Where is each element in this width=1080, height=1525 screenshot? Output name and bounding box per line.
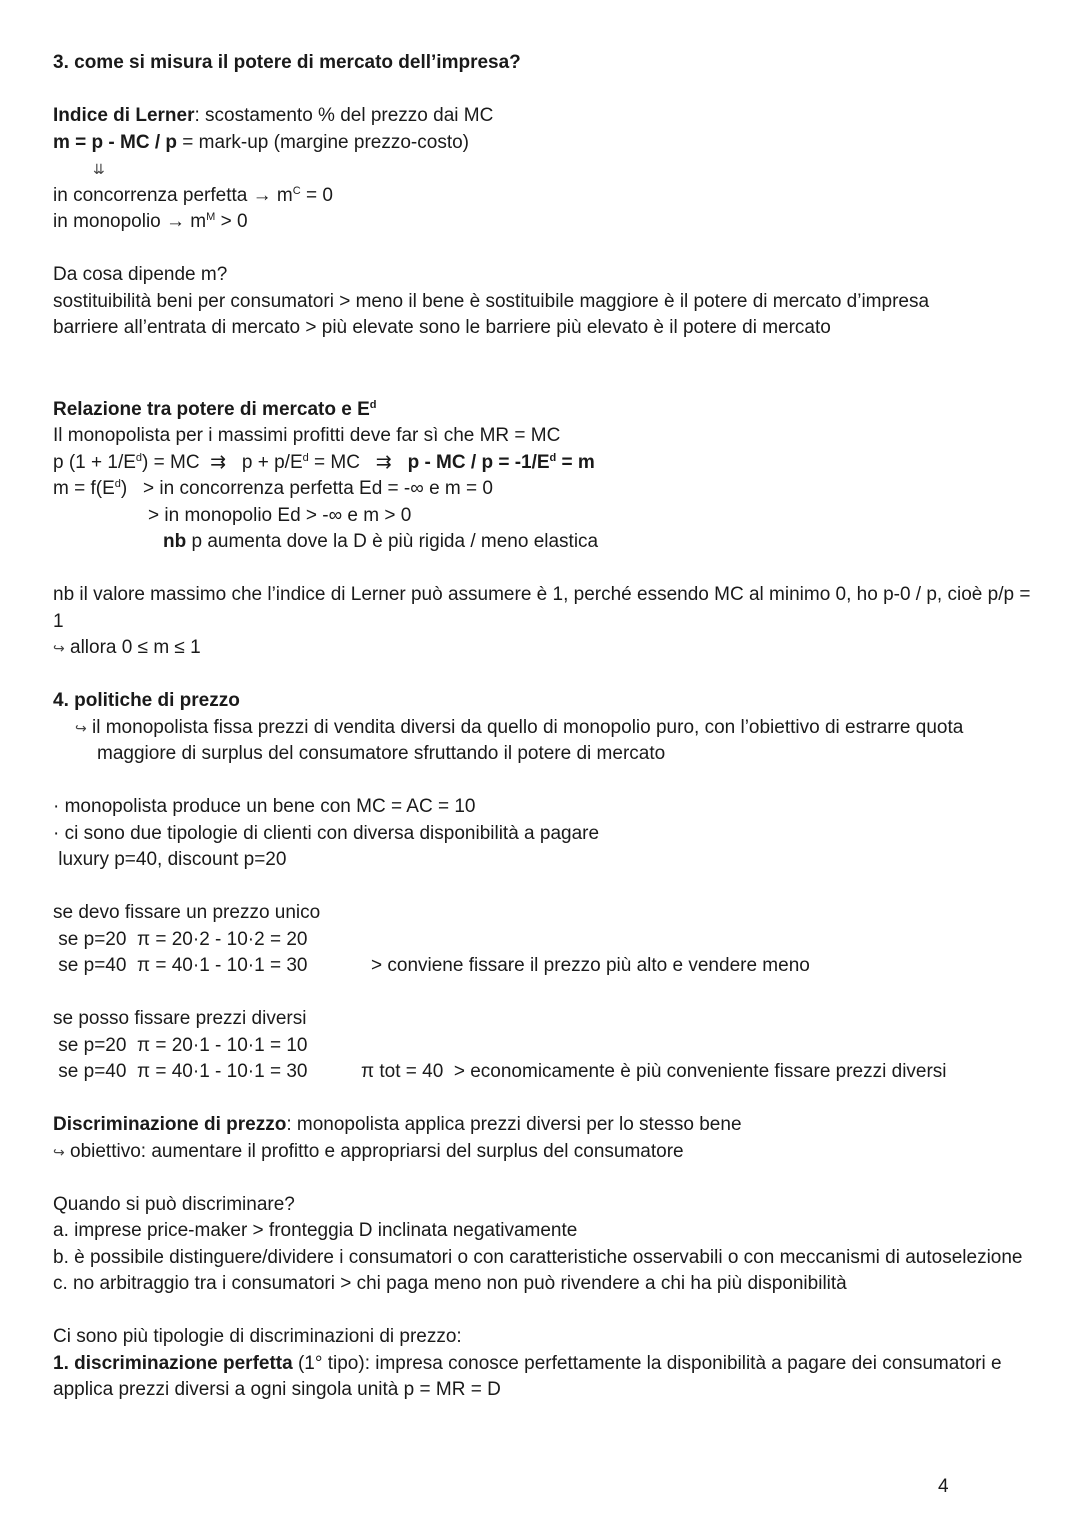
relation-nb: nb p aumenta dove la D è più rigida / meno elastica xyxy=(163,531,599,552)
condition-b: b. è possibile distinguere/dividere i consumatori o con caratteristiche osservabili o con meccanismi di autoselezione xyxy=(53,1246,1023,1268)
down-arrows-icon: ⇊ xyxy=(93,161,105,177)
bullet-clients-detail: luxury p=40, discount p=20 xyxy=(53,849,287,870)
relation-line-1: Il monopolista per i massimi profitti deve far sì che MR = MC xyxy=(53,425,561,446)
when-question: Quando si può discriminare? xyxy=(53,1193,295,1215)
lerner-range: ↪ allora 0 ≤ m ≤ 1 xyxy=(53,637,201,658)
bullet-cost: · monopolista produce un bene con MC = AC = 10 xyxy=(53,796,476,817)
depends-barriers: barriere all’entrata di mercato > più elevate sono le barriere più elevato è il potere di mercato xyxy=(53,317,831,338)
lerner-term: Indice di Lerner xyxy=(53,105,195,126)
depends-substitutability: sostituibilità beni per consumatori > meno il bene è sostituibile maggiore è il potere di mercato d’impresa xyxy=(53,290,930,312)
hook-arrow-icon: ↪ xyxy=(53,1143,65,1160)
discrimination-goal: ↪ obiettivo: aumentare il profitto e appropriarsi del surplus del consumatore xyxy=(53,1140,684,1162)
monopoly-line: in monopolio → $m^M > 0$ xyxy=(53,211,248,232)
section-4-heading: 4. politiche di prezzo xyxy=(53,690,240,711)
lerner-definition: Indice di Lerner: scostamento % del prezzo dai MC xyxy=(53,105,494,126)
relation-heading: Relazione tra potere di mercato e $E^d$ xyxy=(53,398,377,420)
multi-price-heading: se posso fissare prezzi diversi xyxy=(53,1008,307,1029)
multi-price-p40: se p=40 π = 40·1 - 10·1 = 30 π tot = 40 > economicamente è più conveniente fissare prezzi diversi xyxy=(53,1061,947,1082)
single-price-heading: se devo fissare un prezzo unico xyxy=(53,902,321,923)
section-4-intro: ↪ il monopolista fissa prezzi di vendita diversi da quello di monopolio puro, con l’obiettivo di estrarre quota maggiore di surplus del consumatore sfruttando il potere di mercato xyxy=(75,716,964,764)
hook-arrow-icon: ↪ xyxy=(53,640,65,656)
document-page xyxy=(53,50,1043,1404)
types-intro: Ci sono più tipologie di discriminazioni di prezzo: xyxy=(53,1326,462,1347)
relation-function: $m = f(E^d)$ > in concorrenza perfetta Ed = -∞ e m = 0 xyxy=(53,478,493,499)
perfect-competition-line: in concorrenza perfetta → $m^C = 0$ xyxy=(53,184,333,206)
hook-arrow-icon: ↪ xyxy=(75,719,87,736)
single-price-p40: se p=40 π = 40·1 - 10·1 = 30 > conviene fissare il prezzo più alto e vendere meno xyxy=(53,955,810,976)
multi-price-p20: se p=20 π = 20·1 - 10·1 = 10 xyxy=(53,1034,308,1056)
discrimination-definition: Discriminazione di prezzo: monopolista applica prezzi diversi per lo stesso bene xyxy=(53,1114,742,1135)
type-1-perfect: 1. discriminazione perfetta (1° tipo): impresa conosce perfettamente la disponibilità a pagare dei consumatori e applica prezzi diversi a ogni singola unità p = MR = D xyxy=(53,1352,1002,1400)
lerner-max-note: nb il valore massimo che l’indice di Lerner può assumere è 1, perché essendo MC al minimo 0, ho p-0 / p, cioè p/p = 1 xyxy=(53,584,1031,632)
depends-question: Da cosa dipende m? xyxy=(53,264,228,285)
section-3-heading: 3. come si misura il potere di mercato dell’impresa? xyxy=(53,52,521,73)
condition-a: a. imprese price-maker > fronteggia D inclinata negativamente xyxy=(53,1220,578,1241)
lerner-formula: m = p - MC / p = mark-up (margine prezzo-costo) xyxy=(53,131,469,153)
relation-monopoly: > in monopolio Ed > -∞ e m > 0 xyxy=(148,504,412,526)
page-number: 4 xyxy=(938,1476,949,1497)
condition-c: c. no arbitraggio tra i consumatori > chi paga meno non può rivendere a chi ha più disponibilità xyxy=(53,1273,847,1294)
single-price-p20: se p=20 π = 20·2 - 10·2 = 20 xyxy=(53,928,308,950)
formula-bold: m = p - MC / p xyxy=(53,131,178,153)
relation-derivation: p $(1 + 1/E^d)$ = MC ⇉ $p + p/E^d$ = MC ⇉ p - MC / $p = -1/E^d = m$ xyxy=(53,451,595,473)
bullet-clients: · ci sono due tipologie di clienti con diversa disponibilità a pagare xyxy=(53,822,600,844)
